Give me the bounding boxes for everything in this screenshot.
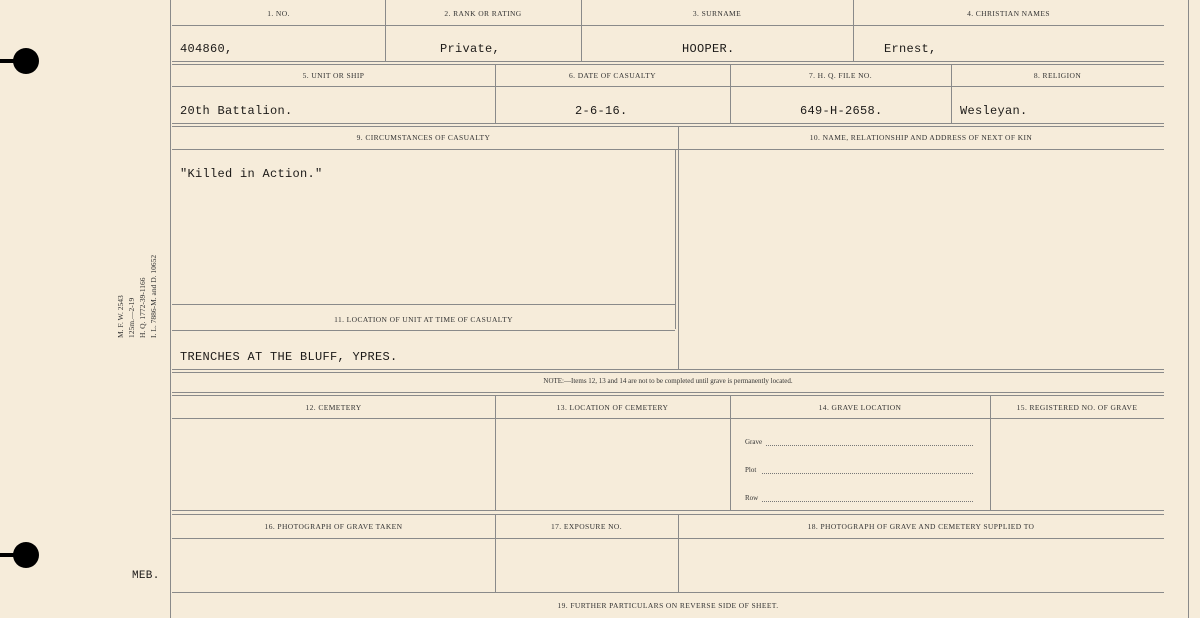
note-text: NOTE:—Items 12, 13 and 14 are not to be completed until grave is permanently located. [543, 377, 793, 385]
value-location-unit: TRENCHES AT THE BLUFF, YPRES. [180, 350, 398, 364]
label-christian-names: 4. CHRISTIAN NAMES [967, 9, 1050, 18]
label-further-particulars: 19. FURTHER PARTICULARS ON REVERSE SIDE OF SHEET. [557, 601, 779, 610]
row2-bottom-rule [172, 123, 1164, 124]
note-bottom-rule-2 [172, 395, 1164, 396]
form-code-line-2: 125m.—2-19 [127, 297, 136, 338]
value-circumstances: "Killed in Action." [180, 167, 323, 181]
row5-label-rule [172, 418, 1164, 419]
note-top-rule-2 [172, 372, 1164, 373]
label-religion: 8. RELIGION [1033, 71, 1082, 80]
value-unit: 20th Battalion. [180, 104, 293, 118]
value-date-casualty: 2-6-16. [575, 104, 628, 118]
row3-div-2 [675, 149, 676, 329]
right-edge-line [1188, 0, 1189, 618]
label-surname: 3. SURNAME [692, 9, 742, 18]
value-rank: Private, [440, 42, 501, 56]
label-location-cemetery: 13. LOCATION OF CEMETERY [556, 403, 669, 412]
label-next-of-kin: 10. NAME, RELATIONSHIP AND ADDRESS OF NEXT OF KIN [809, 133, 1033, 142]
label-grave-location: 14. GRAVE LOCATION [818, 403, 902, 412]
punch-hole-top [13, 48, 39, 74]
label-date-casualty: 6. DATE OF CASUALTY [569, 71, 656, 80]
label-photo-supplied: 18. PHOTOGRAPH OF GRAVE AND CEMETERY SUPPLIED TO [807, 522, 1035, 531]
value-hq-file: 649-H-2658. [800, 104, 883, 118]
row2-label-rule [172, 86, 1164, 87]
label-row: Row [745, 494, 759, 502]
left-margin-line [170, 0, 171, 618]
row6-label-rule [172, 538, 1164, 539]
label-plot: Plot [745, 466, 757, 474]
label-photo-taken: 16. PHOTOGRAPH OF GRAVE TAKEN [264, 522, 403, 531]
label-unit: 5. UNIT OR SHIP [302, 71, 365, 80]
label-exposure: 17. EXPOSURE NO. [551, 522, 622, 531]
row3-label-rule [172, 149, 1164, 150]
row1-bottom-rule-2 [172, 64, 1164, 65]
form-code-line-4: I. L. 7886-M. and D. 10652 [149, 254, 158, 338]
row5-div-1 [495, 395, 496, 510]
row4-top-rule [172, 304, 675, 305]
row6-top-rule [172, 514, 1164, 515]
label-hq-file: 7. H. Q. FILE NO. [808, 71, 873, 80]
label-no: 1. NO. [267, 9, 290, 18]
label-circumstances: 9. CIRCUMSTANCES OF CASUALTY [356, 133, 491, 142]
row3-div [678, 126, 679, 369]
grave-dotted-line [766, 445, 973, 446]
clerk-initials: MEB. [132, 570, 160, 582]
row5-div-3 [990, 395, 991, 510]
row4-label-rule [172, 330, 675, 331]
plot-dotted-line [762, 473, 973, 474]
label-rank: 2. RANK OR RATING [444, 9, 522, 18]
form-code-line-3: H. Q. 1772-39-1166 [138, 277, 147, 338]
row5-div-2 [730, 395, 731, 510]
label-cemetery: 12. CEMETERY [305, 403, 362, 412]
row1-label-rule [172, 25, 1164, 26]
note-bottom-rule [172, 392, 1164, 393]
row5-bottom-rule [172, 510, 1164, 511]
label-grave: Grave [745, 438, 763, 446]
form-code-line-1: M. F. W. 2543 [116, 295, 125, 338]
row-dotted-line [762, 501, 973, 502]
row3-top-rule [172, 126, 1164, 127]
value-surname: HOOPER. [682, 42, 735, 56]
note-top-rule [172, 369, 1164, 370]
punch-hole-bottom [13, 542, 39, 568]
value-religion: Wesleyan. [960, 104, 1028, 118]
label-location-unit: 11. LOCATION OF UNIT AT TIME OF CASUALTY [334, 315, 513, 324]
value-no: 404860, [180, 42, 233, 56]
label-registered-no: 15. REGISTERED NO. OF GRAVE [1016, 403, 1138, 412]
row1-bottom-rule [172, 61, 1164, 62]
value-christian-names: Ernest, [884, 42, 937, 56]
row6-bottom-rule [172, 592, 1164, 593]
